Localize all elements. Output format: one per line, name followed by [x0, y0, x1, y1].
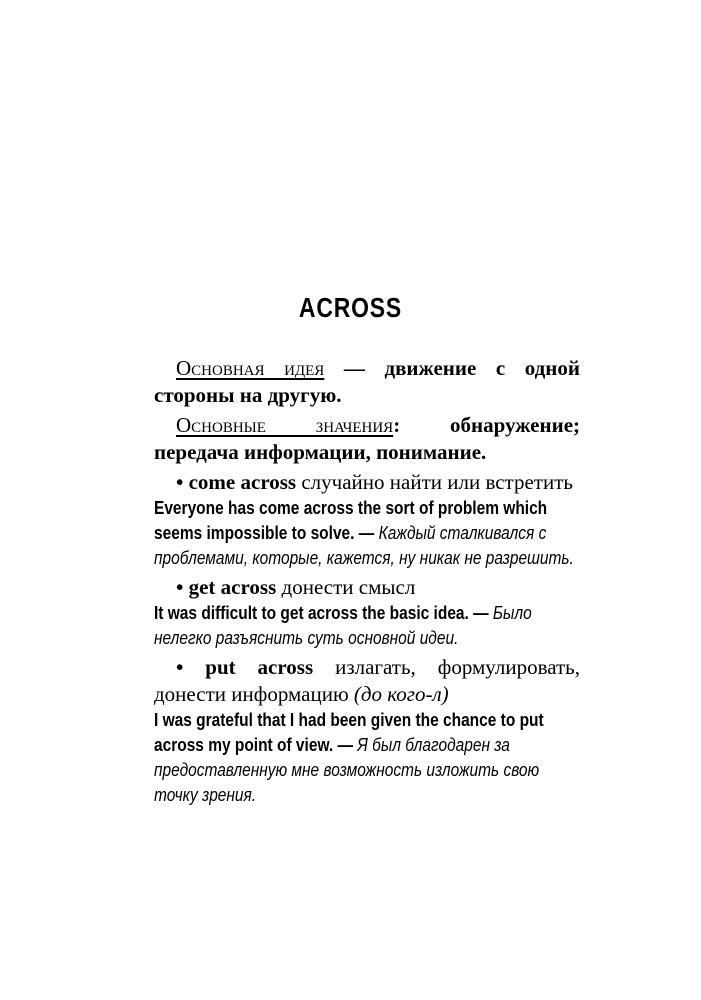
main-idea [154, 355, 580, 409]
example-dash: — [468, 603, 493, 623]
entry-come-across [154, 469, 580, 496]
entry-phrase: get across [188, 575, 277, 599]
example-dash: — [354, 523, 379, 543]
example-en: I was grateful that I had been given the chance to put across my point of view. [154, 710, 544, 755]
example-get-across [154, 601, 580, 651]
bullet-icon: • [176, 575, 184, 599]
example-en: It was difficult to get across the basic idea. [154, 603, 469, 623]
entry-heading: ACROSS [298, 292, 403, 323]
example-put-across [154, 708, 580, 808]
main-idea-text: движение с одной стороны на другую. [154, 356, 580, 407]
entry-meaning: излагать, формулировать, донести информацию [154, 655, 581, 706]
main-meanings [154, 412, 580, 466]
bullet-icon: • [176, 655, 184, 679]
main-idea-dash: — [324, 356, 385, 380]
entry-phrase: come across [188, 470, 297, 494]
bullet-icon: • [176, 470, 184, 494]
entry-get-across [154, 574, 580, 601]
example-dash: — [333, 735, 358, 755]
example-come-across [154, 496, 580, 571]
main-meanings-label: Основные значения [176, 413, 394, 437]
entry-phrase: put across [205, 655, 314, 679]
dictionary-body [154, 355, 580, 808]
main-meanings-text: обнаружение; передача информации, понимание. [154, 413, 581, 464]
main-idea-label: Основная идея [176, 356, 325, 380]
entry-meaning-note: (до кого-л) [353, 682, 449, 706]
example-ru: Было нелегко разъяснить суть основной идеи. [154, 603, 532, 648]
entry-meaning: донести смысл [281, 575, 416, 599]
entry-put-across [154, 654, 580, 708]
entry-meaning: случайно найти или встретить [301, 470, 573, 494]
example-ru: Я был благодарен за предоставленную мне возможность изложить свою точку зрения. [154, 735, 540, 805]
main-meanings-colon: : [393, 413, 401, 437]
example-en: Everyone has come across the sort of problem which seems impossible to solve. [154, 498, 548, 543]
example-ru: Каждый сталкивался с проблемами, которые, кажется, ну никак не разрешить. [154, 523, 574, 568]
